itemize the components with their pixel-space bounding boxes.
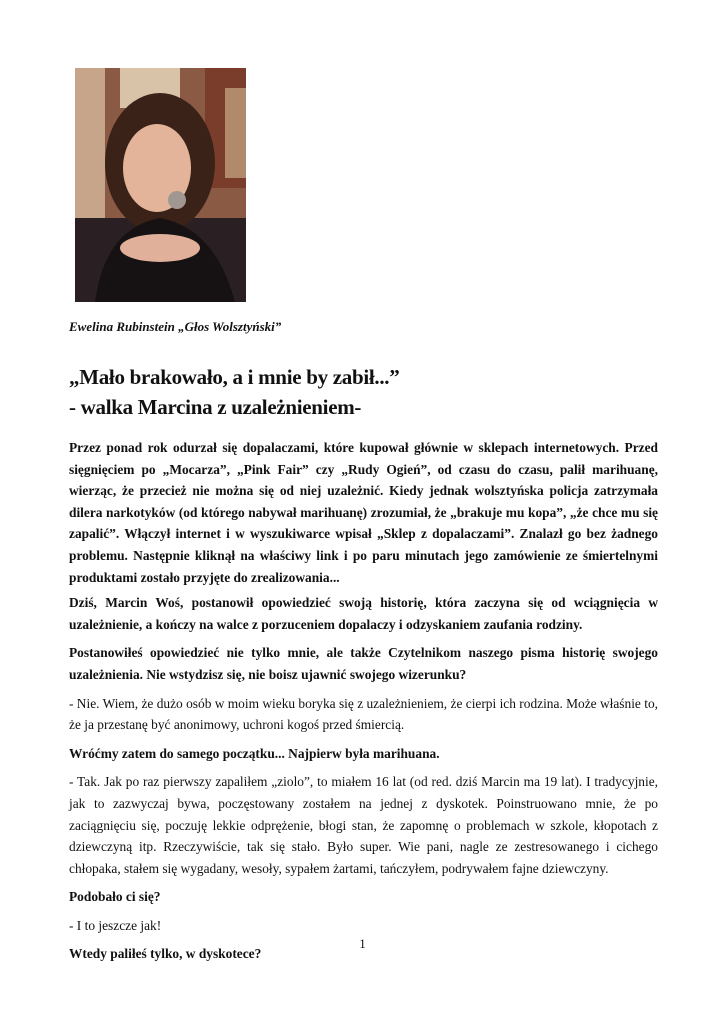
title-line-2: - walka Marcina z uzależnieniem- <box>69 395 362 419</box>
question-1: Postanowiłeś opowiedzieć nie tylko mnie, ale także Czytelnikom naszego pisma historię swojego uzależnienia. Nie wstydzisz się, nie boisz ujawnić swojego wizerunku? <box>69 645 658 682</box>
answer-1: - Nie. Wiem, że dużo osób w moim wieku boryka się z uzależnieniem, że cierpi ich rodzina. Może właśnie to, że ja przestanę być anonimowy, uchroni kogoś przed śmiercią. <box>69 695 658 733</box>
intro-paragraph: Dziś, Marcin Woś, postanowił opowiedzieć swoją historię, która zaczyna się od wciągnięcia w uzależnienie, a kończy na walce z porzuceniem dopalaczy i odzyskaniem zaufania rodziny. <box>69 595 658 632</box>
answer-2: - Tak. Jak po raz pierwszy zapaliłem „ziolo”, to miałem 16 lat (od red. dziś Marcin ma 19 lat). I tradycyjnie, jak to zazwyczaj bywa, poczęstowany zostałem na jednej z dyskotek. Poinstruowano mnie, że po zaciągnięciu się, poczuję lekkie odprężenie, błogi stan, że zapomnę o problemach w szkole, kłopotach z dziewczyną itp. Rzeczywiście, tak się stało. Było super. Wie pani, nagle ze zestresowanego i cichego chłopaka, stałem się wygadany, wesoły, sypałem żartami, tańczyłem, podrywałem fajne dziewczyny. <box>69 774 658 876</box>
page-number: 1 <box>359 936 366 951</box>
article-title <box>69 362 399 422</box>
author-photo <box>75 68 246 302</box>
answer-3: - I to jeszcze jak! <box>69 917 162 933</box>
lead-paragraph: Przez ponad rok odurzał się dopalaczami, które kupował głównie w sklepach internetowych. Przed sięgnięciem po „Mocarza”, „Pink Fair” czy „Rudy Ogień”, od czasu do czasu, palił marihuanę, wierząc, że przecież nie można się od niej uzależnić. Kiedy jednak wolsztyńska policja zatrzymała dilera narkotyków (od którego nabywał marihuanę) zrozumiał, że „brakuje mu kopa”, „że chce mu się zapalić”. Włączył internet i w wyszukiwarce wpisał „Sklep z dopalaczami”. Znalazł go bez żadnego problemu. Następnie kliknął na właściwy link i po paru minutach jego zamówienie ze śmiertelnymi produktami zostało przyjęte do zrealizowania... <box>69 440 658 585</box>
question-3: Podobało ci się? <box>69 889 161 905</box>
photo-caption: Ewelina Rubinstein „Głos Wolsztyński” <box>69 319 282 334</box>
title-line-1: „Mało brakowało, a i mnie by zabił...” <box>69 365 400 389</box>
question-2: Wróćmy zatem do samego początku... Najpierw była marihuana. <box>69 745 440 761</box>
question-4: Wtedy paliłeś tylko, w dyskotece? <box>69 946 262 962</box>
article-body <box>69 437 658 972</box>
